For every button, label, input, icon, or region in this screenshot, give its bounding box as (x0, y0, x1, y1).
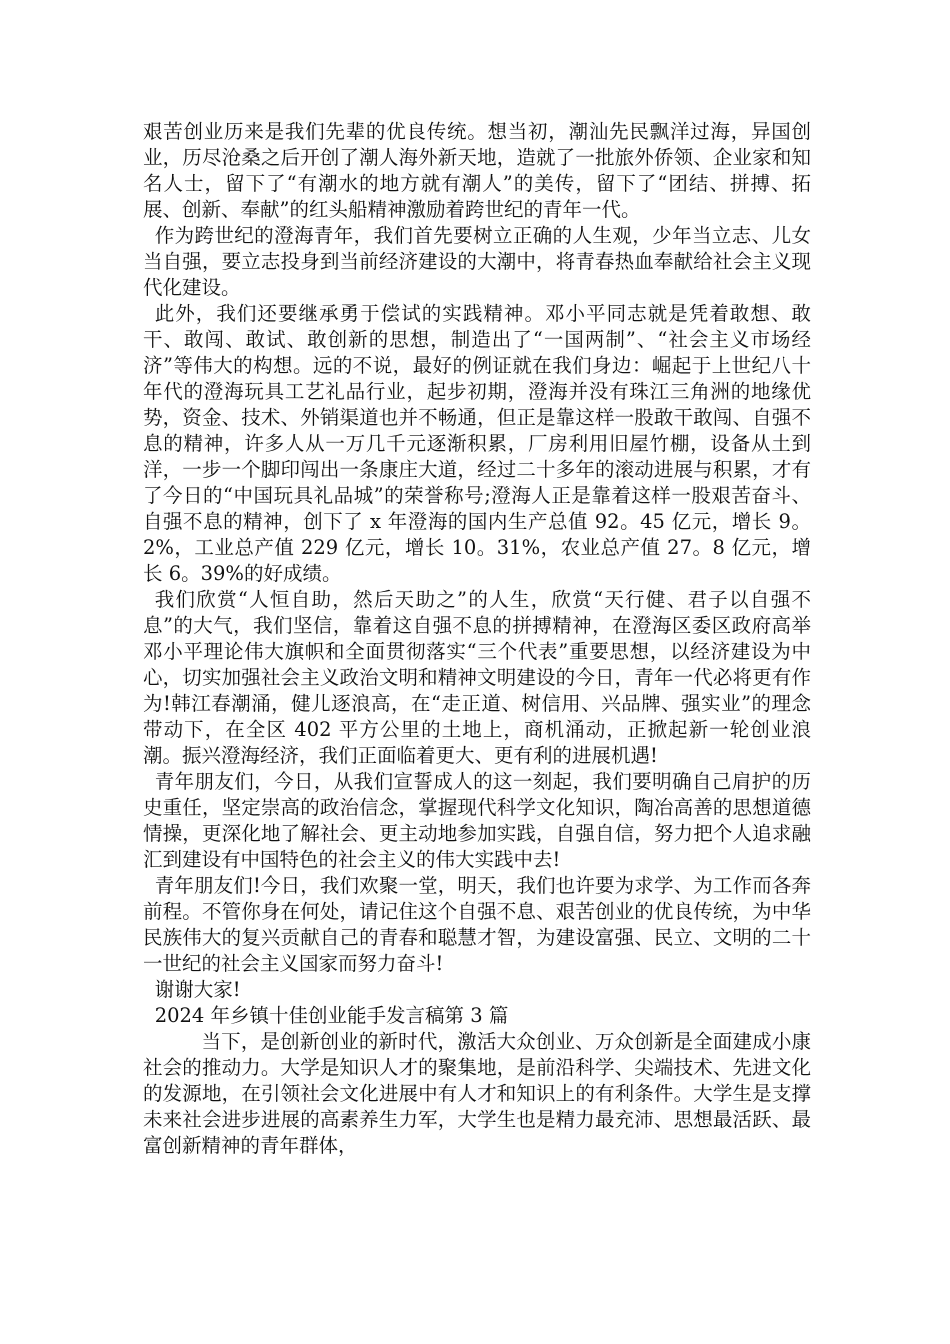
paragraph-practice-spirit: 此外，我们还要继承勇于偿试的实践精神。邓小平同志就是凭着敢想、敢干、敢闯、敢试、敢创新的思想，制造出了“一国两制”、“社会主义市场经济”等伟大的构想。远的不说，最好的例证就在我们身边：崛起于上世纪八十年代的澄海玩具工艺礼品行业，起步初期，澄海并没有珠江三角洲的地缘优势，资金、技术、外销渠道也并不畅通，但正是靠这样一股敢干敢闯、自强不息的精神，许多人从一万几千元逐渐积累，厂房利用旧屋竹棚，设备从土到洋，一步一个脚印闯出一条康庄大道，经过二十多年的滚动进展与积累，才有了今日的“中国玩具礼品城”的荣誉称号;澄海人正是靠着这样一股艰苦奋斗、自强不息的精神，创下了 x 年澄海的国内生产总值 92。45 亿元，增长 9。2%，工业总产值 229 亿元，增长 10。31%，农业总产值 27。8 亿元，增长 6。39%的好成绩。 (143, 302, 811, 585)
paragraph-innovation: 当下，是创新创业的新时代，激活大众创业、万众创新是全面建成小康社会的推动力。大学是知识人才的聚集地，是前沿科学、尖端技术、先进文化的发源地，在引领社会文化进展中有人才和知识上的有利条件。大学生是支撑未来社会进步进展的高素养生力军，大学生也是精力最充沛、思想最活跃、最富创新精神的青年群体， (143, 1030, 811, 1157)
section-heading: 2024 年乡镇十佳创业能手发言稿第 3 篇 (154, 1004, 509, 1027)
paragraph-tradition: 艰苦创业历来是我们先辈的优良传统。想当初，潮汕先民飘洋过海，异国创业，历尽沧桑之后开创了潮人海外新天地，造就了一批旅外侨领、企业家和知名人士，留下了“有潮水的地方就有潮人”的美传，留下了“团结、拼搏、拓展、创新、奉献”的红头船精神激励着跨世纪的青年一代。 (143, 120, 811, 221)
paragraph-thanks: 谢谢大家! (154, 978, 241, 1001)
paragraph-youth-outlook: 作为跨世纪的澄海青年，我们首先要树立正确的人生观，少年当立志、儿女当自强，要立志投身到当前经济建设的大潮中，将青春热血奉献给社会主义现代化建设。 (143, 224, 811, 299)
paragraph-self-reliance: 我们欣赏“人恒自助，然后天助之”的人生，欣赏“天行健、君子以自强不息”的大气，我们坚信，靠着这自强不息的拼搏精神，在澄海区委区政府高举邓小平理论伟大旗帜和全面贯彻落实“三个代表”重要思想，以经济建设为中心，切实加强社会主义政治文明和精神文明建设的今日，青年一代必将更有作为!韩江春潮涌，健儿逐浪高，在“走正道、树信用、兴品牌、强实业”的理念带动下，在全区 402 平方公里的土地上，商机涌动，正掀起新一轮创业浪潮。振兴澄海经济，我们正面临着更大、更有利的进展机遇! (143, 588, 811, 767)
paragraph-farewell: 青年朋友们!今日，我们欢聚一堂，明天，我们也许要为求学、为工作而各奔前程。不管你身在何处，请记住这个自强不息、艰苦创业的优良传统，为中华民族伟大的复兴贡献自己的青春和聪慧才智，为建设富强、民立、文明的二十一世纪的社会主义国家而努力奋斗! (143, 874, 811, 975)
paragraph-responsibility: 青年朋友们，今日，从我们宣誓成人的这一刻起，我们要明确自己肩护的历史重任，坚定崇高的政治信念，掌握现代科学文化知识，陶冶高善的思想道德情操，更深化地了解社会、更主动地参加实践，自强自信，努力把个人追求融汇到建设有中国特色的社会主义的伟大实践中去! (143, 770, 811, 871)
document-page (143, 119, 811, 1159)
